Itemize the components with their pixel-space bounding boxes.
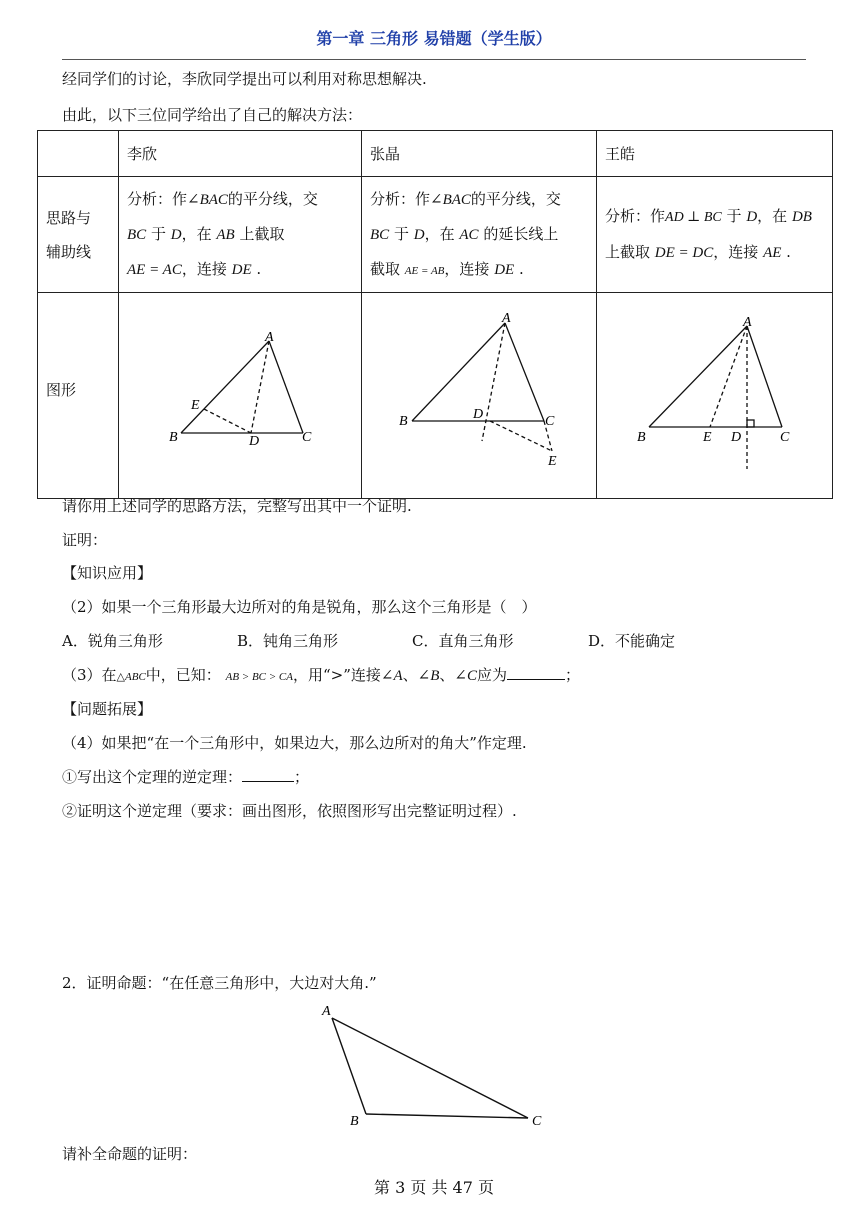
question-4-part-1: ①写出这个定理的逆定理： ； xyxy=(62,768,310,786)
zhangjing-label-d: D xyxy=(473,407,484,422)
table-row-figures xyxy=(38,293,833,499)
option-a: A．锐角三角形 xyxy=(62,632,163,650)
option-c: C．直角三角形 xyxy=(412,632,514,650)
question-4-part-2: ②证明这个逆定理（要求：画出图形，依照图形写出完整证明过程）. xyxy=(62,802,517,820)
option-b: B．钝角三角形 xyxy=(237,632,339,650)
question-3: （3）在△ABC中，已知： AB > BC > CA，用“>”连接∠A、∠B、∠C应为 ； xyxy=(62,666,581,684)
proof-label: 证明： xyxy=(62,531,108,549)
section-knowledge-application: 【知识应用】 xyxy=(62,564,153,582)
intro-line-2: 由此，以下三位同学给出了自己的解决方法： xyxy=(62,106,363,124)
problem-2-label-a: A xyxy=(322,1004,331,1019)
table-header-row xyxy=(38,131,833,177)
solutions-table xyxy=(37,130,833,499)
zhangjing-figure xyxy=(362,293,597,486)
intro-line-1: 经同学们的讨论，李欣同学提出可以利用对称思想解决. xyxy=(62,70,427,88)
zhangjing-label-e: E xyxy=(548,454,557,469)
student-wanghao: 王皓 xyxy=(597,131,833,177)
lixin-label-e: E xyxy=(191,398,200,413)
table-row-approach xyxy=(38,177,833,293)
problem-2-label-b: B xyxy=(350,1114,359,1129)
student-lixin: 李欣 xyxy=(119,131,362,177)
wanghao-label-a: A xyxy=(743,315,752,330)
lixin-label-c: C xyxy=(302,430,312,445)
lixin-figure xyxy=(119,293,362,486)
zhangjing-label-b: B xyxy=(399,414,408,429)
wanghao-analysis: 分析：作AD ⊥ BC 于 D，在 DB 上截取 DE = DC，连接 AE . xyxy=(597,177,833,293)
wanghao-label-e: E xyxy=(703,430,712,445)
problem-2-complete-prompt: 请补全命题的证明： xyxy=(62,1145,198,1163)
page-header-title: 第一章 三角形 易错题（学生版） xyxy=(316,29,552,48)
table-corner-cell xyxy=(38,131,119,177)
problem-2-label-c: C xyxy=(532,1114,542,1129)
problem-2-stem: 2．证明命题：“在任意三角形中，大边对大角.” xyxy=(62,974,377,992)
student-zhangjing: 张晶 xyxy=(362,131,597,177)
row-label-figure: 图形 xyxy=(38,293,119,499)
wanghao-label-d: D xyxy=(731,430,742,445)
question-4: （4）如果把“在一个三角形中，如果边大，那么边所对的角大”作定理. xyxy=(62,734,527,752)
wanghao-label-c: C xyxy=(780,430,790,445)
zhangjing-label-c: C xyxy=(545,414,555,429)
lixin-label-b: B xyxy=(169,430,178,445)
page-footer: 第 3 页 共 47 页 xyxy=(374,1178,494,1197)
proof-prompt: 请你用上述同学的思路方法，完整写出其中一个证明. xyxy=(62,497,412,515)
lixin-label-a: A xyxy=(265,330,274,345)
wanghao-figure xyxy=(597,293,833,486)
answer-blank-q3[interactable] xyxy=(507,664,565,680)
lixin-figure-cell xyxy=(119,293,362,499)
lixin-analysis: 分析：作∠BAC的平分线，交 BC 于 D，在 AB 上截取 AE = AC，连接 DE . xyxy=(119,177,362,293)
wanghao-figure-cell xyxy=(597,293,833,499)
wanghao-label-b: B xyxy=(637,430,646,445)
lixin-label-d: D xyxy=(249,434,260,449)
problem-2-figure xyxy=(300,995,560,1135)
answer-blank-q4[interactable] xyxy=(242,766,294,782)
question-2: （2）如果一个三角形最大边所对的角是锐角，那么这个三角形是（ ） xyxy=(62,598,537,616)
section-problem-extension: 【问题拓展】 xyxy=(62,700,153,718)
option-d: D．不能确定 xyxy=(588,632,676,650)
zhangjing-figure-cell xyxy=(362,293,597,499)
zhangjing-label-a: A xyxy=(502,311,511,326)
header-divider xyxy=(62,59,806,60)
row-label-approach: 思路与 辅助线 xyxy=(38,177,119,293)
zhangjing-analysis: 分析：作∠BAC的平分线，交 BC 于 D，在 AC 的延长线上 截取 AE = AB，连接 DE . xyxy=(362,177,597,293)
